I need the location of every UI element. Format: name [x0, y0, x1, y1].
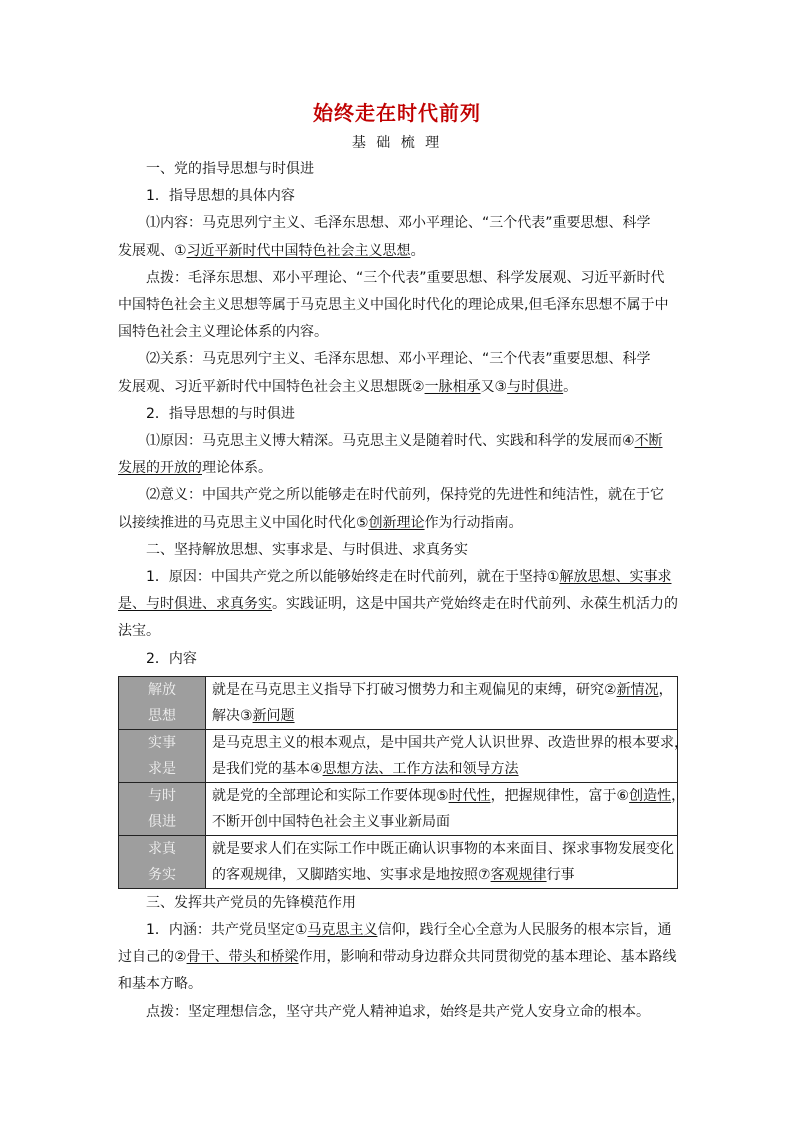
table-row — [119, 729, 678, 782]
paragraph-line: 发展观、习近平新时代中国特色社会主义思想既②一脉相承又③与时俱进。 — [118, 378, 578, 395]
content-table-wrapper — [118, 676, 688, 889]
fill-answer: 新问题 — [252, 707, 295, 724]
section-heading: 一、党的指导思想与时俱进 — [146, 161, 314, 177]
tip-line: 国特色社会主义理论体系的内容。 — [118, 324, 328, 341]
document-body — [118, 156, 688, 1026]
paragraph-line: 1．原因：中国共产党之所以能够始终走在时代前列，就在于坚持①解放思想、实事求 — [146, 569, 672, 586]
section-heading: 三、发挥共产党员的先锋模范作用 — [146, 894, 356, 911]
table-cell: 就是党的全部理论和实际工作要体现⑤时代性，把握规律性，富于⑥创造性， 不断开创中国特色社会主义事业新局面 — [206, 782, 678, 835]
fill-answer: 客观规律 — [490, 866, 547, 883]
fill-answer: 是、与时俱进、求真务实 — [118, 596, 272, 613]
table-row — [119, 782, 678, 835]
fill-answer: 与时俱进 — [507, 378, 564, 395]
fill-answer: 一脉相承 — [424, 378, 481, 395]
paragraph-line: 发展的开放的理论体系。 — [118, 460, 272, 477]
tip-line: 点拨：毛泽东思想、邓小平理论、“三个代表”重要思想、科学发展观、习近平新时代 — [146, 269, 665, 286]
tip-line: 中国特色社会主义思想等属于马克思主义中国化时代化的理论成果,但毛泽东思想不属于中 — [118, 297, 669, 314]
table-row-header: 解放 思想 — [119, 676, 206, 729]
paragraph-line: ⑵意义：中国共产党之所以能够走在时代前列，保持党的先进性和纯洁性，就在于它 — [146, 487, 664, 504]
fill-answer: 思想方法、工作方法和领导方法 — [322, 760, 519, 777]
table-cell: 是马克思主义的根本观点，是中国共产党人认识世界、改造世界的根本要求， 是我们党的基本④思想方法、工作方法和领导方法 — [206, 729, 678, 782]
tip-line: 点拨：坚定理想信念，坚守共产党人精神追求，始终是共产党人安身立命的根本。 — [146, 1003, 650, 1020]
fill-answer: 创造性 — [629, 787, 672, 804]
paragraph-line: 以接续推进的马克思主义中国化时代化⑤创新理论作为行动指南。 — [118, 514, 523, 531]
fill-answer: 发展的开放的 — [118, 460, 202, 477]
sub-heading: 2．指导思想的与时俱进 — [146, 405, 295, 422]
section-heading: 二、坚持解放思想、实事求是、与时俱进、求真务实 — [146, 541, 468, 558]
content-table — [118, 676, 688, 889]
table-row-header: 与时 俱进 — [119, 782, 206, 835]
paragraph-line: ⑴内容：马克思列宁主义、毛泽东思想、邓小平理论、“三个代表”重要思想、科学 — [146, 215, 651, 232]
fill-answer: 时代性 — [448, 787, 491, 804]
paragraph-line: 1．内涵：共产党员坚定①马克思主义信仰，践行全心全意为人民服务的根本宗旨，通 — [146, 922, 672, 939]
page-subtitle: 基 础 梳 理 — [351, 135, 443, 151]
paragraph-line: 法宝。 — [118, 623, 160, 640]
fill-answer: 创新理论 — [368, 514, 425, 531]
paragraph-line: 发展观、①习近平新时代中国特色社会主义思想。 — [118, 242, 425, 259]
fill-answer: 不断 — [634, 433, 663, 450]
sub-heading: 2．内容 — [146, 650, 197, 667]
paragraph-line: 和基本方略。 — [118, 976, 202, 993]
paragraph-line: 过自己的②骨干、带头和桥梁作用，影响和带动身边群众共同贯彻党的基本理论、基本路线 — [118, 949, 677, 966]
paragraph-line: ⑵关系：马克思列宁主义、毛泽东思想、邓小平理论、“三个代表”重要思想、科学 — [146, 351, 651, 368]
fill-answer: 习近平新时代中国特色社会主义思想 — [186, 242, 411, 259]
table-row — [119, 835, 678, 888]
fill-answer: 新情况 — [616, 681, 659, 698]
paragraph-line: ⑴原因：马克思主义博大精深。马克思主义是随着时代、实践和科学的发展而④不断 — [146, 433, 663, 450]
table-row-header: 实事 求是 — [119, 729, 206, 782]
table-cell: 就是要求人们在实际工作中既正确认识事物的本来面目、探求事物发展变化 的客观规律，又脚踏实地、实事求是地按照⑦客观规律行事 — [206, 835, 678, 888]
page-title: 始终走在时代前列 — [313, 101, 481, 125]
fill-answer: 解放思想、实事求 — [559, 569, 672, 586]
sub-heading: 1．指导思想的具体内容 — [146, 188, 295, 205]
table-row — [119, 676, 678, 729]
table-cell: 就是在马克思主义指导下打破习惯势力和主观偏见的束缚，研究②新情况， 解决③新问题 — [206, 676, 678, 729]
paragraph-line: 是、与时俱进、求真务实。实践证明，这是中国共产党始终走在时代前列、永葆生机活力的 — [118, 596, 678, 613]
fill-answer: 骨干、带头和桥梁 — [186, 949, 299, 966]
fill-answer: 马克思主义 — [307, 922, 378, 939]
table-row-header: 求真 务实 — [119, 835, 206, 888]
